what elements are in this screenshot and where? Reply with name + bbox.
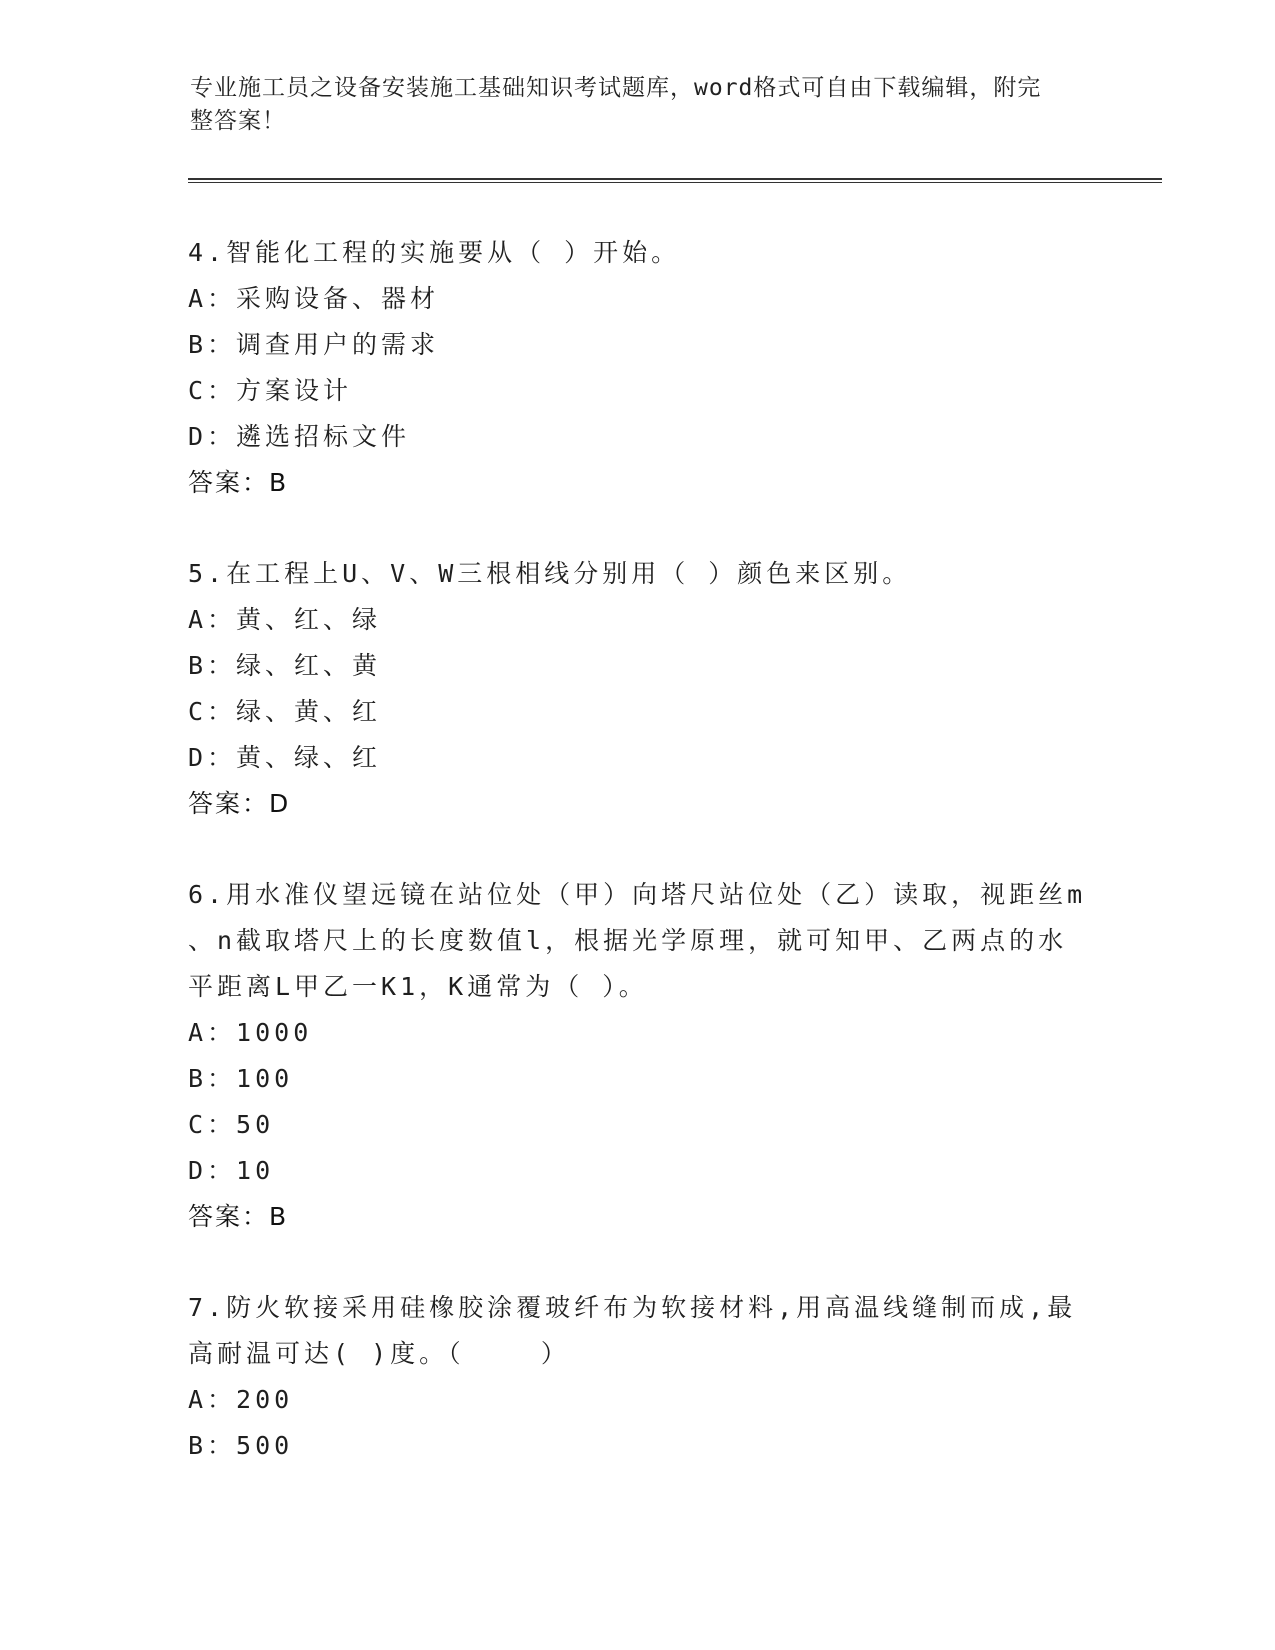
option-c: C：绿、黄、红 bbox=[188, 697, 382, 726]
option-b: B：调查用户的需求 bbox=[188, 330, 440, 359]
question-6 bbox=[188, 872, 1108, 1240]
header-line-2: 整答案！ bbox=[190, 108, 286, 134]
question-stem-line-2: 、n截取塔尺上的长度数值l，根据光学原理，就可知甲、乙两点的水 bbox=[188, 926, 1068, 955]
header-line-1: 专业施工员之设备安装施工基础知识考试题库，word格式可自由下载编辑，附完 bbox=[190, 75, 1042, 101]
option-b: B：绿、红、黄 bbox=[188, 651, 382, 680]
question-stem-line-1: 6.用水准仪望远镜在站位处（甲）向塔尺站位处（乙）读取，视距丝m bbox=[188, 880, 1087, 909]
answer-line: 答案：D bbox=[188, 789, 291, 818]
option-c: C：50 bbox=[188, 1110, 275, 1139]
option-a: A：1000 bbox=[188, 1018, 313, 1047]
question-stem: 5.在工程上U、V、W三根相线分别用（ ）颜色来区别。 bbox=[188, 559, 912, 588]
question-stem-line-1: 7.防火软接采用硅橡胶涂覆玻纤布为软接材料,用高温线缝制而成,最 bbox=[188, 1293, 1077, 1322]
option-b: B：100 bbox=[188, 1064, 294, 1093]
question-stem: 4.智能化工程的实施要从（ ）开始。 bbox=[188, 238, 681, 267]
question-stem-line-3: 平距离L甲乙一K1，K通常为（ ）。 bbox=[188, 972, 648, 1001]
option-d: D：10 bbox=[188, 1156, 275, 1185]
option-a: A：采购设备、器材 bbox=[188, 284, 440, 313]
option-d: D：遴选招标文件 bbox=[188, 422, 411, 451]
question-4 bbox=[188, 230, 1108, 506]
question-5 bbox=[188, 551, 1108, 827]
page-header bbox=[190, 72, 1090, 138]
option-c: C：方案设计 bbox=[188, 376, 353, 405]
option-a: A：黄、红、绿 bbox=[188, 605, 382, 634]
answer-line: 答案：B bbox=[188, 468, 289, 497]
question-stem-line-2: 高耐温可达( )度。（ ） bbox=[188, 1339, 570, 1368]
option-d: D：黄、绿、红 bbox=[188, 743, 382, 772]
answer-line: 答案：B bbox=[188, 1202, 289, 1231]
header-divider bbox=[188, 178, 1162, 183]
option-b: B：500 bbox=[188, 1431, 294, 1460]
question-list bbox=[188, 230, 1108, 1514]
option-a: A：200 bbox=[188, 1385, 294, 1414]
question-7 bbox=[188, 1285, 1108, 1469]
